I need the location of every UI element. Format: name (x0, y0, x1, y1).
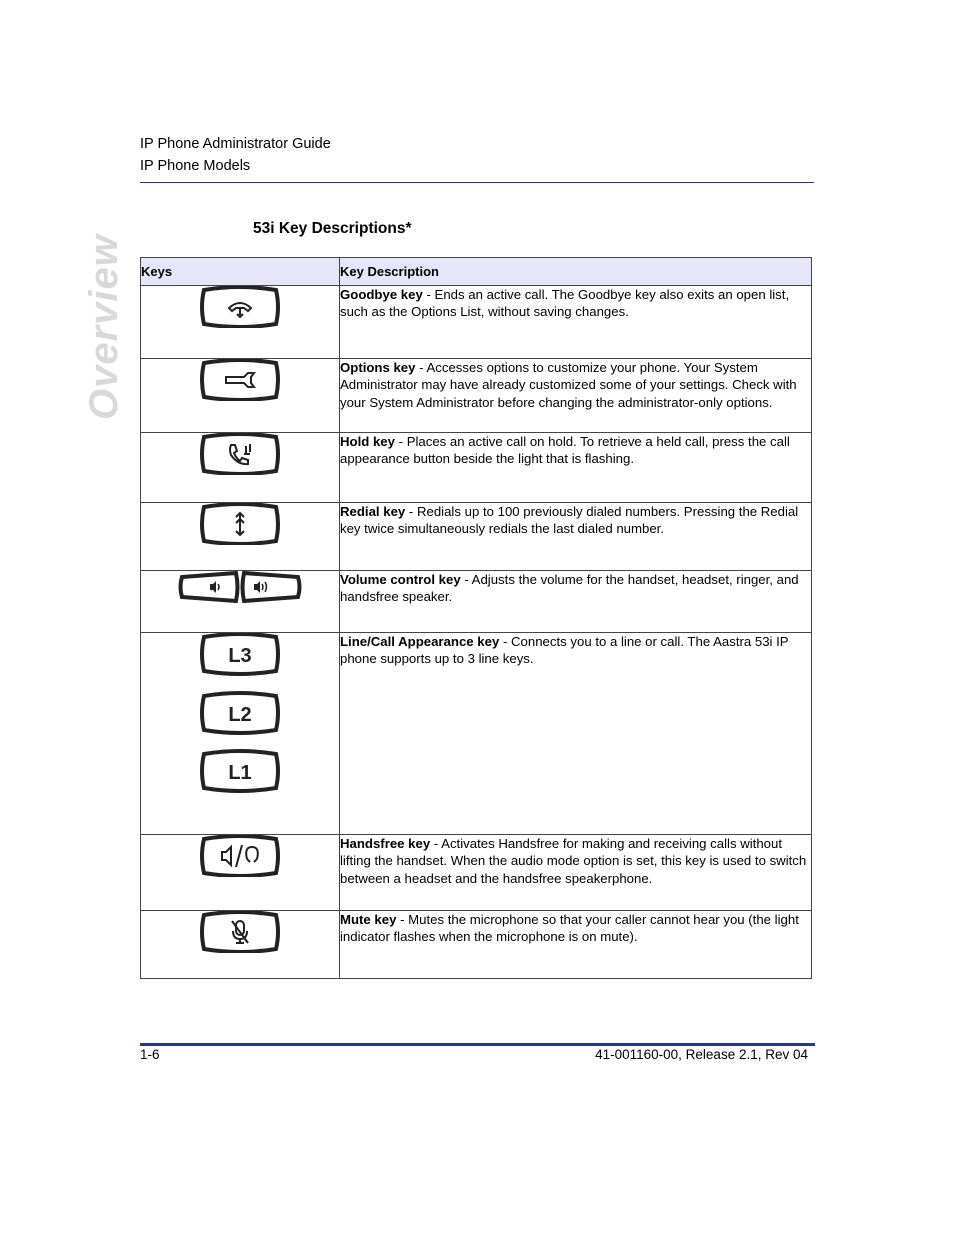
line-key-2-label: L2 (228, 704, 252, 726)
table-row (141, 835, 812, 911)
description-cell (340, 286, 812, 359)
hold-key-icon (198, 433, 282, 475)
key-cell (141, 633, 340, 835)
table-header-row (141, 258, 812, 286)
table-row (141, 359, 812, 433)
handsfree-key-icon (198, 835, 282, 877)
footer-rule (140, 1043, 815, 1046)
mute-key-icon (198, 911, 282, 953)
key-cell (141, 911, 340, 979)
redial-key-icon (198, 503, 282, 545)
line-key-2-icon (202, 693, 278, 733)
side-section-title: Overview (82, 234, 126, 420)
table-caption: 53i Key Descriptions* (253, 220, 412, 237)
line-key-3-label: L3 (228, 645, 252, 667)
key-description: - Accesses options to customize your phone. Your System Administrator may have already customized some of your settings. Check with your System Administrator before changing the administrator-only options. (340, 360, 797, 410)
key-descriptions-table (140, 257, 812, 979)
line-key-1-icon (202, 751, 278, 791)
key-cell (141, 503, 340, 571)
key-cell (141, 571, 340, 633)
key-description: - Adjusts the volume for the handset, headset, ringer, and handsfree speaker. (340, 572, 799, 605)
key-description: - Ends an active call. The Goodbye key also exits an open list, such as the Options List, without saving changes. (340, 287, 790, 320)
key-description: - Activates Handsfree for making and receiving calls without lifting the handset. When the audio mode option is set, this key is used to switch between a headset and the handsfree speakerphone. (340, 836, 807, 886)
goodbye-key-icon (198, 286, 282, 328)
key-description: - Connects you to a line or call. The Aastra 53i IP phone supports up to 3 line keys. (340, 634, 789, 667)
key-description: - Places an active call on hold. To retrieve a held call, press the call appearance button beside the light that is flashing. (340, 434, 790, 467)
key-cell (141, 286, 340, 359)
header-subtitle: IP Phone Models (140, 158, 251, 174)
key-description: - Redials up to 100 previously dialed numbers. Pressing the Redial key twice simultaneously redials the last dialed number. (340, 504, 799, 537)
volume-control-key-icon (178, 571, 302, 603)
key-name: Options key (340, 360, 416, 375)
column-header-keys: Keys (141, 258, 340, 286)
table-row (141, 571, 812, 633)
key-name: Line/Call Appearance key (340, 634, 500, 649)
description-cell (340, 835, 812, 911)
column-header-description: Key Description (340, 258, 812, 286)
key-cell (141, 359, 340, 433)
description-cell (340, 571, 812, 633)
page-number: 1-6 (140, 1047, 160, 1062)
header-rule (140, 182, 814, 183)
key-description: - Mutes the microphone so that your caller cannot hear you (the light indicator flashes when the microphone is on mute). (340, 912, 799, 945)
table-row (141, 911, 812, 979)
table-row (141, 286, 812, 359)
document-release: 41-001160-00, Release 2.1, Rev 04 (595, 1047, 808, 1062)
description-cell (340, 633, 812, 835)
key-name: Volume control key (340, 572, 461, 587)
line-key-1-label: L1 (228, 762, 252, 784)
key-name: Handsfree key (340, 836, 431, 851)
description-cell (340, 503, 812, 571)
table-row (141, 433, 812, 503)
table-row (141, 503, 812, 571)
header-title: IP Phone Administrator Guide (140, 136, 331, 152)
line-keys-icon (198, 633, 282, 793)
description-cell (340, 433, 812, 503)
key-cell (141, 433, 340, 503)
key-name: Mute key (340, 912, 397, 927)
key-name: Redial key (340, 504, 406, 519)
description-cell (340, 359, 812, 433)
table-row (141, 633, 812, 835)
options-key-icon (198, 359, 282, 401)
description-cell (340, 911, 812, 979)
key-name: Goodbye key (340, 287, 423, 302)
key-cell (141, 835, 340, 911)
line-key-3-icon (202, 634, 278, 674)
key-name: Hold key (340, 434, 395, 449)
